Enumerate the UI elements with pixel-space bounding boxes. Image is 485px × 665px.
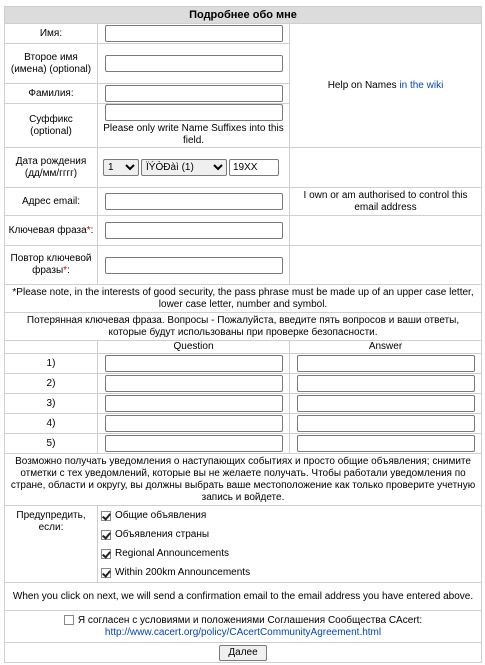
- middle-name-label: Второе имя (имена) (optional): [5, 44, 98, 84]
- lost-pass-note: Потерянная ключевая фраза. Вопросы - Пожалуйста, введите пять вопросов и ваши ответы, которые будут использованы при проверке безопасности.: [5, 313, 482, 341]
- answer-header: Answer: [290, 341, 482, 354]
- notify-option-regional[interactable]: Regional Announcements: [101, 544, 478, 563]
- checkbox[interactable]: [101, 549, 111, 559]
- dob-label: Дата рождения (дд/мм/гггг): [5, 148, 98, 188]
- qa-row-label: 3): [5, 394, 98, 414]
- question-2-input[interactable]: [105, 375, 283, 392]
- qa-row-label: 1): [5, 354, 98, 374]
- help-cell: [290, 24, 482, 148]
- question-4-input[interactable]: [105, 415, 283, 432]
- email-input[interactable]: [105, 193, 283, 210]
- checkbox[interactable]: [101, 568, 111, 578]
- agreement-link[interactable]: http://www.cacert.org/policy/CAcertCommunityAgreement.html: [104, 626, 382, 638]
- question-5-input[interactable]: [105, 435, 283, 452]
- required-asterisk: *: [63, 265, 68, 276]
- notify-option-country[interactable]: Объявления страны: [101, 525, 478, 544]
- notify-option-general[interactable]: Общие объявления: [101, 506, 478, 525]
- agree-checkbox[interactable]: [64, 615, 74, 625]
- agreement-cell: [5, 611, 482, 643]
- notify-text: Возможно получать уведомления о наступающих событиях и просто общие объявления; снимите отметки с тех уведомлений, которые вы не желаете получать. Чтобы работали уведомления по стране, области и округу, вы должны выбрать ваше местоположение как только проверите учетную запись и войдете.: [5, 454, 482, 506]
- agree-text: Я согласен с условиями и положениями Соглашения Сообщества CAcert:: [77, 614, 423, 626]
- answer-4-input[interactable]: [297, 415, 475, 432]
- required-asterisk: *: [86, 224, 91, 236]
- passphrase-label: Ключевая фраза*:: [5, 216, 98, 246]
- suffix-note: Please only write Name Suffixes into this field.: [103, 123, 284, 146]
- qa-row-label: 4): [5, 414, 98, 434]
- passphrase-repeat-label: Повтор ключевой фразы*:: [5, 246, 98, 285]
- dob-day-select[interactable]: [103, 159, 139, 176]
- passphrase-note: *Please note, in the interests of good security, the pass phrase must be made up of an upper case letter, lower case letter, number and symbol.: [5, 285, 482, 313]
- first-name-label: Имя:: [5, 24, 98, 44]
- last-name-input[interactable]: [105, 85, 283, 102]
- notify-label: Предупредить, если:: [5, 506, 98, 583]
- account-form: [4, 6, 482, 663]
- next-button[interactable]: Далее: [219, 645, 266, 661]
- question-header: Question: [98, 341, 290, 354]
- checkbox[interactable]: [101, 530, 111, 540]
- answer-1-input[interactable]: [297, 355, 475, 372]
- question-1-input[interactable]: [105, 355, 283, 372]
- form-title: Подробнее обо мне: [5, 7, 482, 24]
- qa-row-label: 2): [5, 374, 98, 394]
- dob-year-input[interactable]: [229, 159, 279, 176]
- passphrase-repeat-input[interactable]: [105, 257, 283, 274]
- dob-month-select[interactable]: [141, 159, 227, 176]
- answer-2-input[interactable]: [297, 375, 475, 392]
- answer-3-input[interactable]: [297, 395, 475, 412]
- passphrase-input[interactable]: [105, 222, 283, 239]
- qa-row-label: 5): [5, 434, 98, 454]
- checkbox[interactable]: [101, 511, 111, 521]
- confirm-note: When you click on next, we will send a confirmation email to the email address you have entered above.: [5, 583, 482, 611]
- last-name-label: Фамилия:: [5, 84, 98, 104]
- notify-option-radius[interactable]: Within 200km Announcements: [101, 563, 478, 582]
- help-text: Help on Names: [327, 79, 400, 91]
- notify-options: [98, 506, 482, 583]
- wiki-link[interactable]: in the wiki: [399, 79, 444, 91]
- first-name-input[interactable]: [105, 25, 283, 42]
- middle-name-input[interactable]: [105, 55, 283, 72]
- answer-5-input[interactable]: [297, 435, 475, 452]
- suffix-label: Суффикс (optional): [5, 104, 98, 148]
- email-note: I own or am authorised to control this email address: [290, 188, 482, 216]
- email-label: Адрес email:: [5, 188, 98, 216]
- question-3-input[interactable]: [105, 395, 283, 412]
- suffix-input[interactable]: [105, 104, 283, 121]
